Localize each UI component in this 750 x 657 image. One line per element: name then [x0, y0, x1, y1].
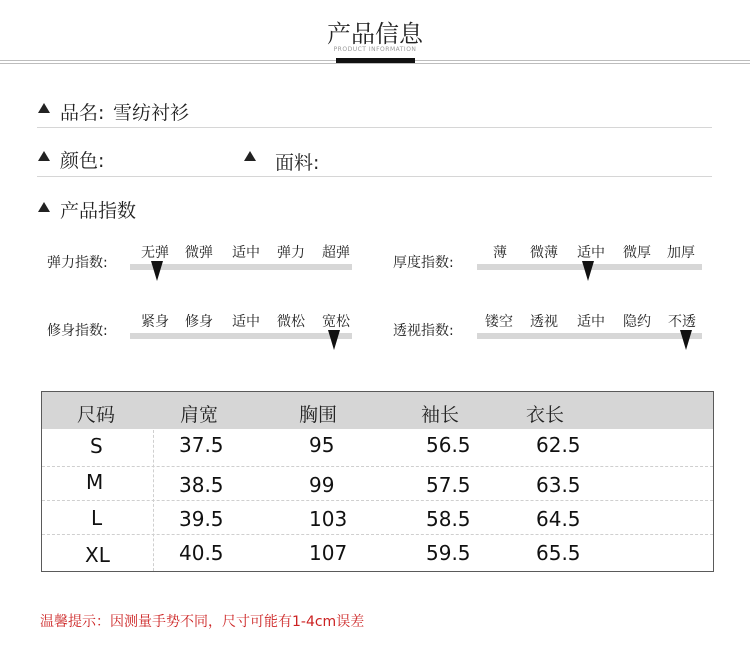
header-size: 尺码	[77, 404, 116, 426]
bullet-triangle-icon	[38, 151, 50, 161]
table-cell-chest: 107	[309, 541, 348, 565]
thickness-marker-icon	[582, 261, 594, 281]
transparency-index-label: 透视指数:	[393, 323, 454, 339]
table-cell-chest: 103	[309, 507, 348, 531]
fit-marker-icon	[328, 330, 340, 350]
thickness-option: 加厚	[667, 245, 695, 261]
page-subtitle: PRODUCT INFORMATION	[333, 46, 417, 53]
table-cell-length: 63.5	[536, 473, 581, 497]
bullet-triangle-icon	[244, 151, 256, 161]
table-cell-size: S	[90, 434, 103, 458]
header-chest: 胸围	[299, 404, 338, 426]
elasticity-option: 适中	[232, 245, 260, 261]
fit-option: 修身	[185, 314, 213, 330]
table-cell-chest: 99	[309, 473, 335, 497]
table-cell-sleeve: 59.5	[426, 541, 471, 565]
header-sleeve: 袖长	[421, 404, 460, 426]
bullet-triangle-icon	[38, 103, 50, 113]
transparency-slider-track	[477, 333, 702, 339]
table-cell-shoulder: 37.5	[179, 433, 224, 457]
table-cell-shoulder: 39.5	[179, 507, 224, 531]
fit-index-label: 修身指数:	[47, 323, 108, 339]
elasticity-slider-track	[130, 264, 352, 270]
thickness-option: 适中	[577, 245, 605, 261]
table-cell-sleeve: 58.5	[426, 507, 471, 531]
thickness-index-label: 厚度指数:	[393, 255, 454, 271]
table-cell-size: M	[86, 470, 104, 494]
fabric-label: 面料:	[275, 152, 320, 174]
table-cell-sleeve: 56.5	[426, 433, 471, 457]
product-index-title: 产品指数	[60, 200, 137, 222]
elasticity-option: 无弹	[141, 245, 169, 261]
row-divider	[42, 500, 713, 501]
thickness-option: 薄	[493, 245, 507, 261]
fit-option: 适中	[232, 314, 260, 330]
elasticity-option: 超弹	[322, 245, 350, 261]
fit-option: 紧身	[141, 314, 169, 330]
table-cell-size: L	[91, 506, 103, 530]
row-divider	[42, 466, 713, 467]
transparency-marker-icon	[680, 330, 692, 350]
transparency-option: 透视	[530, 314, 558, 330]
header-rule-bottom	[0, 63, 750, 64]
transparency-option: 适中	[577, 314, 605, 330]
thickness-option: 微厚	[623, 245, 651, 261]
table-cell-shoulder: 40.5	[179, 541, 224, 565]
table-cell-shoulder: 38.5	[179, 473, 224, 497]
product-name-label: 品名:	[60, 102, 105, 124]
table-cell-length: 62.5	[536, 433, 581, 457]
table-cell-sleeve: 57.5	[426, 473, 471, 497]
table-cell-length: 64.5	[536, 507, 581, 531]
page-title: 产品信息	[327, 20, 423, 48]
transparency-option: 隐约	[623, 314, 651, 330]
thickness-option: 微薄	[530, 245, 558, 261]
elasticity-index-label: 弹力指数:	[47, 255, 108, 271]
header-shoulder: 肩宽	[180, 404, 219, 426]
elasticity-option: 弹力	[277, 245, 305, 261]
color-label: 颜色:	[60, 150, 105, 172]
measurement-note: 温馨提示：因测量手势不同，尺寸可能有1-4cm误差	[40, 614, 365, 630]
product-name-value: 雪纺衬衫	[113, 102, 190, 124]
header-length: 衣长	[526, 404, 565, 426]
size-table-header	[42, 392, 713, 429]
bullet-triangle-icon	[38, 202, 50, 212]
fit-option: 微松	[277, 314, 305, 330]
size-table	[41, 391, 714, 572]
transparency-option: 不透	[668, 314, 696, 330]
fit-slider-track	[130, 333, 352, 339]
row-divider	[42, 534, 713, 535]
table-cell-length: 65.5	[536, 541, 581, 565]
table-cell-size: XL	[85, 543, 110, 567]
transparency-option: 镂空	[485, 314, 513, 330]
fit-option: 宽松	[322, 314, 350, 330]
table-cell-chest: 95	[309, 433, 335, 457]
separator-line	[37, 176, 712, 177]
title-underline-accent	[336, 58, 415, 63]
elasticity-option: 微弹	[185, 245, 213, 261]
elasticity-marker-icon	[151, 261, 163, 281]
separator-line	[37, 127, 712, 128]
